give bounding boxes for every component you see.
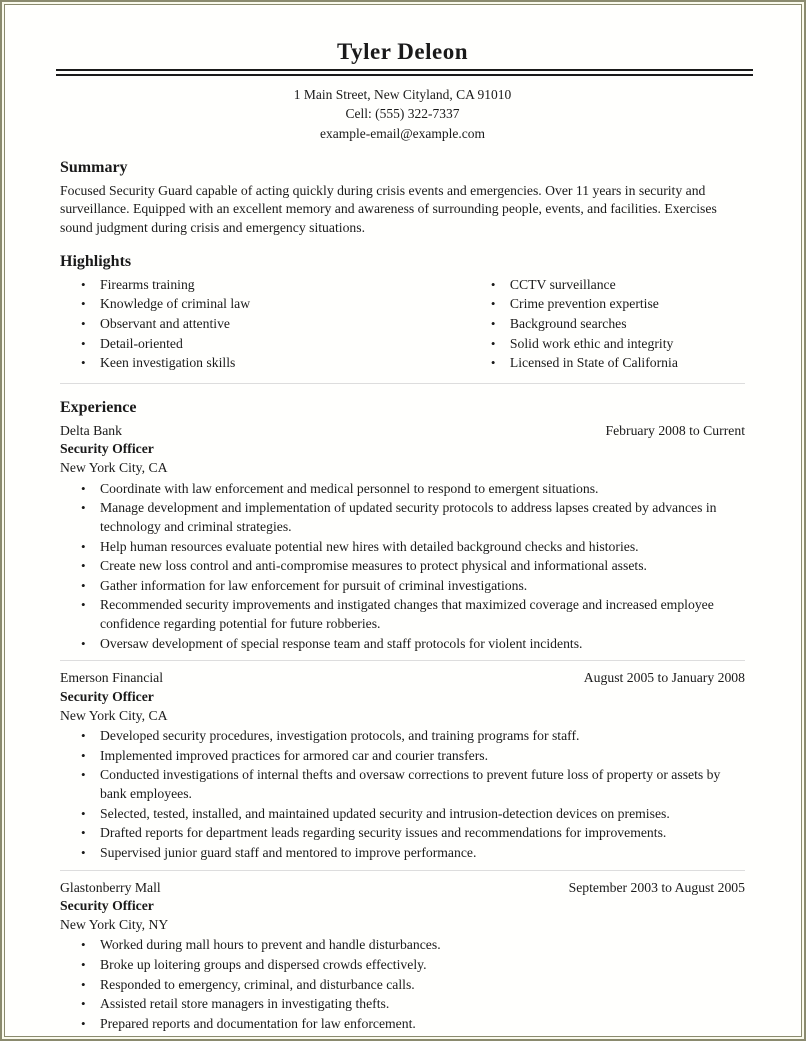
section-separator bbox=[60, 383, 745, 384]
job-bullet-list bbox=[60, 936, 745, 1033]
job-header bbox=[60, 879, 745, 898]
highlight-item: • Crime prevention expertise bbox=[510, 295, 745, 314]
job-bullet: • Manage development and implementation of updated security protocols to address lapses created by advances in technology and criminal strategies. bbox=[100, 499, 745, 536]
job-location: New York City, NY bbox=[60, 916, 169, 932]
job-header bbox=[60, 422, 745, 441]
job-bullet: • Recommended security improvements and instigated changes that maximized coverage and increased employee confidence regarding potential for future robberies. bbox=[100, 596, 745, 633]
job-bullet: • Prepared reports and documentation for law enforcement. bbox=[100, 1015, 745, 1034]
highlight-item: • Knowledge of criminal law bbox=[100, 295, 470, 314]
job-title: Security Officer bbox=[60, 441, 154, 457]
highlight-item: • Background searches bbox=[510, 315, 745, 334]
job-company: Glastonberry Mall bbox=[60, 879, 161, 895]
page-inner-frame bbox=[4, 4, 802, 1037]
highlight-item: • Observant and attentive bbox=[100, 315, 470, 334]
job-bullet: • Conducted investigations of internal thefts and oversaw corrections to prevent future loss of property or assets by bank employees. bbox=[100, 766, 745, 803]
highlights-left-list bbox=[60, 276, 470, 374]
experience-heading: Experience bbox=[60, 398, 137, 416]
job-bullet-list bbox=[60, 727, 745, 862]
job-entry bbox=[60, 669, 745, 862]
highlight-item: • Solid work ethic and integrity bbox=[510, 335, 745, 354]
summary-heading: Summary bbox=[60, 158, 128, 176]
contact-email: example-email@example.com bbox=[320, 125, 485, 141]
job-dates: September 2003 to August 2005 bbox=[568, 879, 745, 895]
job-title: Security Officer bbox=[60, 688, 154, 704]
highlights-columns bbox=[60, 276, 745, 374]
job-dates: February 2008 to Current bbox=[605, 422, 745, 438]
highlight-item: • Detail-oriented bbox=[100, 335, 470, 354]
job-bullet: • Drafted reports for department leads regarding security issues and recommendations for improvements. bbox=[100, 824, 745, 843]
contact-address: 1 Main Street, New Cityland, CA 91010 bbox=[293, 87, 512, 102]
header-double-rule bbox=[56, 69, 753, 76]
highlight-item: • Keen investigation skills bbox=[100, 354, 470, 373]
job-bullet: • Developed security procedures, investigation protocols, and training programs for staff. bbox=[100, 727, 745, 746]
resume-content bbox=[5, 5, 801, 1034]
highlight-item: • CCTV surveillance bbox=[510, 276, 745, 295]
contact-block bbox=[60, 86, 745, 142]
job-entry bbox=[60, 879, 745, 1034]
job-header bbox=[60, 669, 745, 688]
job-bullet: • Supervised junior guard staff and mentored to improve performance. bbox=[100, 844, 745, 863]
job-bullet: • Create new loss control and anti-compromise measures to protect physical and informational assets. bbox=[100, 557, 745, 576]
job-bullet: • Responded to emergency, criminal, and disturbance calls. bbox=[100, 976, 745, 995]
job-bullet: • Oversaw development of special response team and staff protocols for violent incidents. bbox=[100, 635, 745, 654]
job-bullet: • Worked during mall hours to prevent and handle disturbances. bbox=[100, 936, 745, 955]
job-location: New York City, CA bbox=[60, 707, 168, 723]
highlight-item: • Firearms training bbox=[100, 276, 470, 295]
job-bullet: • Help human resources evaluate potential new hires with detailed background checks and histories. bbox=[100, 538, 745, 557]
job-separator bbox=[60, 870, 745, 871]
summary-text: Focused Security Guard capable of acting quickly during crisis events and emergencies. Over 11 years in security and surveillance. Equipped with an excellent memory and awareness of surrounding people, events, and facilities. Exercises sound judgment during crisis and emergency situations. bbox=[60, 182, 717, 236]
job-company: Emerson Financial bbox=[60, 670, 164, 686]
job-bullet-list bbox=[60, 480, 745, 654]
job-bullet: • Assisted retail store managers in investigating thefts. bbox=[100, 995, 745, 1014]
job-bullet: • Coordinate with law enforcement and medical personnel to respond to emergent situations. bbox=[100, 480, 745, 499]
job-bullet: • Selected, tested, installed, and maintained updated security and intrusion-detection devices on premises. bbox=[100, 805, 745, 824]
contact-phone: Cell: (555) 322-7337 bbox=[345, 106, 460, 122]
job-bullet: • Gather information for law enforcement for pursuit of criminal investigations. bbox=[100, 577, 745, 596]
job-title: Security Officer bbox=[60, 898, 154, 914]
job-location: New York City, CA bbox=[60, 460, 168, 476]
job-bullet: • Implemented improved practices for armored car and courier transfers. bbox=[100, 747, 745, 766]
job-bullet: • Broke up loitering groups and dispersed crowds effectively. bbox=[100, 956, 745, 975]
job-dates: August 2005 to January 2008 bbox=[583, 670, 745, 686]
person-name: Tyler Deleon bbox=[337, 39, 468, 64]
highlights-heading: Highlights bbox=[60, 252, 132, 270]
highlights-right-list bbox=[470, 276, 745, 374]
highlight-item: • Licensed in State of California bbox=[510, 354, 745, 373]
job-entry bbox=[60, 422, 745, 654]
job-company: Delta Bank bbox=[60, 422, 122, 438]
job-separator bbox=[60, 660, 745, 661]
